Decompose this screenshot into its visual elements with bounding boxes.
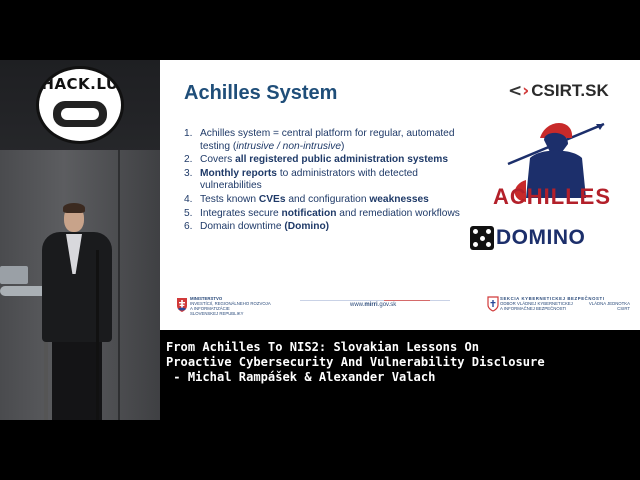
url-bold: mirri — [364, 302, 378, 308]
bullet-number: 6. — [184, 221, 193, 233]
bullet-number: 3. — [184, 167, 193, 179]
bullet-text-segment: and remediation workflows — [336, 207, 460, 219]
bullet-text-segment: and configuration — [285, 193, 370, 205]
csirt-unit-line: VLÁDNA JEDNOTKA — [588, 301, 630, 306]
bullet-text-segment: weaknesses — [369, 193, 429, 205]
bullet-text-segment: Tests known — [200, 193, 259, 205]
csirt-logo — [508, 80, 609, 102]
url-prefix: www. — [350, 302, 365, 308]
bullet-text — [200, 221, 464, 234]
bullet-item — [184, 221, 464, 234]
caption-line: From Achilles To NIS2: Slovakian Lessons On — [166, 340, 480, 354]
csirt-brackets-icon: <› — [508, 81, 530, 101]
slovak-coat-of-arms-icon — [176, 297, 188, 313]
cyber-security-department — [500, 296, 630, 311]
bullet-text-segment: CVEs — [258, 193, 286, 205]
footer-url[interactable] — [350, 302, 396, 308]
bullet-text-segment: Covers — [200, 154, 236, 166]
bullet-text — [200, 154, 464, 167]
bullet-item — [184, 194, 464, 207]
bullet-text — [200, 128, 464, 153]
dice-icon — [470, 226, 494, 250]
caption-line: Proactive Cybersecurity And Vulnerability Disclosure — [166, 355, 545, 369]
bullet-text — [200, 168, 464, 193]
achilles-logo-text: ACHILLES — [493, 184, 611, 209]
department-head: SEKCIA KYBERNETICKEJ BEZPEČNOSTI — [500, 296, 605, 301]
caption-line: - Michal Rampášek & Alexander Valach — [166, 370, 436, 384]
bullet-item — [184, 154, 464, 167]
ministry-line: SLOVENSKEJ REPUBLIKY — [190, 311, 244, 316]
csirt-logo-text: CSIRT.SK — [531, 81, 609, 100]
department-line: ODBOR VLÁDNEJ KYBERNETICKEJ — [500, 301, 573, 306]
bullet-number: 1. — [184, 128, 193, 139]
microphone-stand — [96, 250, 99, 420]
bullet-text-segment: Integrates secure — [200, 207, 282, 219]
bullet-text — [200, 194, 464, 207]
bullet-text-segment: Domain downtime — [200, 221, 285, 233]
bullet-number: 5. — [184, 207, 193, 219]
domino-logo-text: DOMINO — [496, 226, 586, 249]
bullet-number: 2. — [184, 154, 193, 166]
speaker-legs — [52, 342, 102, 420]
laptop — [0, 266, 28, 284]
csirt-unit-line: CSIRT — [617, 306, 630, 311]
bullet-text-segment: notification — [281, 207, 337, 219]
footer-divider-accent — [384, 300, 430, 301]
ministry-line: A INFORMATIZÁCIE — [190, 306, 230, 311]
cyber-security-shield-icon — [487, 296, 499, 312]
bullet-text-segment: all registered public administration systems — [235, 154, 448, 166]
handshake-icon — [53, 101, 107, 127]
bullet-text-segment: ) — [341, 140, 345, 152]
department-line: A INFORMAČNEJ BEZPEČNOSTI — [500, 306, 567, 311]
hacklu-logo — [36, 66, 124, 144]
bullet-text-segment: to administrators with detected vulnerabilities — [200, 167, 418, 192]
video-frame — [0, 60, 640, 420]
bullet-list — [184, 128, 464, 235]
bullet-number: 4. — [184, 193, 193, 205]
slide-title: Achilles System — [184, 82, 338, 104]
bullet-text-segment: Achilles system = central platform for regular, automated testing ( — [200, 128, 455, 152]
presentation-slide — [160, 60, 640, 330]
talk-caption — [160, 330, 640, 420]
ministry-line: INVESTÍCIÍ, REGIONÁLNEHO ROZVOJA — [190, 301, 271, 306]
bullet-item — [184, 128, 464, 153]
hacklu-logo-text: HACK.LU — [41, 75, 119, 93]
domino-logo — [470, 226, 585, 250]
ministry-head: MINISTERSTVO — [190, 296, 223, 301]
url-suffix: .gov.sk — [377, 302, 397, 308]
slide-footer — [160, 292, 640, 330]
bullet-text-segment: intrusive / non-intrusive — [236, 140, 342, 152]
bullet-text-segment: (Domino) — [284, 221, 330, 233]
bullet-text — [200, 208, 464, 221]
bullet-text-segment: Monthly reports — [200, 167, 277, 179]
bullet-item — [184, 208, 464, 221]
speaker-hair — [63, 203, 85, 213]
bullet-item — [184, 168, 464, 193]
ministry-name — [190, 296, 300, 316]
